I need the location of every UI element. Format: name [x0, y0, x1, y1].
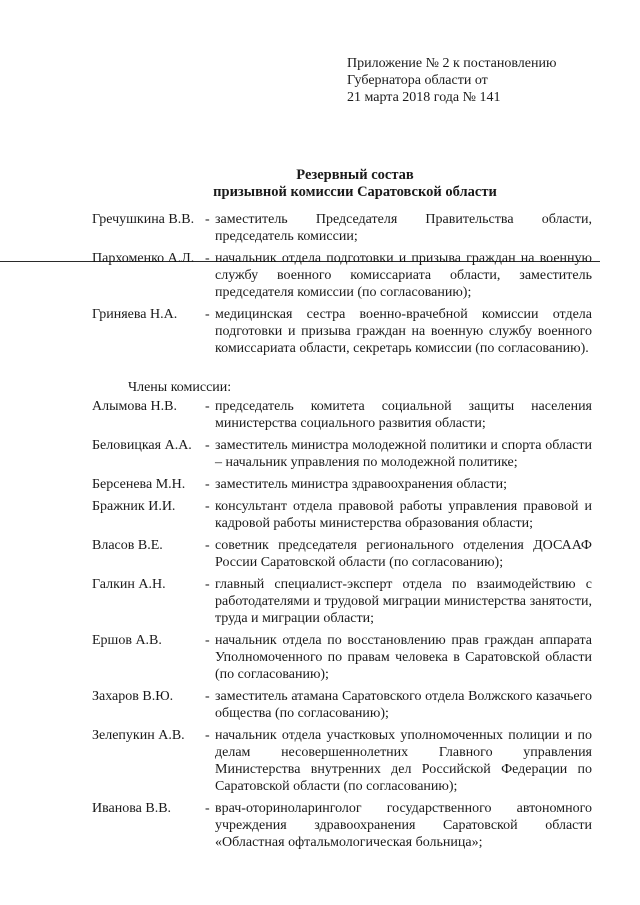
entry-description: главный специалист-эксперт отдела по взаимодействию с работодателями и трудовой миграции министерства занятости, труда и миграции области; — [215, 577, 592, 626]
entry-name: Алымова Н.В. — [92, 399, 177, 414]
entry-description: начальник отдела по восстановлению прав граждан аппарата Уполномоченного по правам человека в Саратовской области (по согласованию); — [215, 633, 592, 682]
entry-dash: - — [205, 307, 210, 322]
entry-dash: - — [205, 477, 210, 492]
entry-description: заместитель атамана Саратовского отдела Волжского казачьего общества (по согласованию); — [215, 689, 592, 721]
leadership-entry — [92, 250, 592, 301]
entry-name: Власов В.Е. — [92, 538, 163, 553]
entry-description: консультант отдела правовой работы управления правовой и кадровой работы министерства образования области; — [215, 499, 592, 531]
entry-name: Гриняева Н.А. — [92, 307, 178, 322]
member-entry — [92, 576, 592, 627]
appendix-line-3: 21 марта 2018 года № 141 — [347, 90, 501, 105]
appendix-header — [347, 55, 617, 106]
entry-description: советник председателя регионального отделения ДОСААФ России Саратовской области (по согласованию); — [215, 538, 592, 570]
entry-name: Пархоменко А.Л. — [92, 251, 195, 266]
entry-dash: - — [205, 801, 210, 816]
title-line-1: Резервный состав — [296, 167, 414, 183]
member-entry — [92, 537, 592, 571]
entry-dash: - — [205, 399, 210, 414]
title-line-2: призывной комиссии Саратовской области — [213, 184, 497, 200]
entry-description: медицинская сестра военно-врачебной комиссии отдела подготовки и призыва граждан на военную службу военного комиссариата области, секретарь комиссии (по согласованию). — [215, 307, 592, 356]
document-title — [0, 167, 640, 201]
entry-description: заместитель министра молодежной политики и спорта области – начальник управления по молодежной политике; — [215, 438, 592, 470]
commission-list — [92, 211, 592, 856]
entry-name: Ершов А.В. — [92, 633, 162, 648]
member-entry — [92, 437, 592, 471]
entry-dash: - — [205, 538, 210, 553]
entry-name: Иванова В.В. — [92, 801, 172, 816]
entry-name: Захаров В.Ю. — [92, 689, 174, 704]
entry-name: Бражник И.И. — [92, 499, 176, 514]
appendix-line-2: Губернатора области от — [347, 73, 488, 88]
entry-name: Берсенева М.Н. — [92, 477, 186, 492]
entry-dash: - — [205, 438, 210, 453]
entry-dash: - — [205, 689, 210, 704]
entry-name: Гречушкина В.В. — [92, 212, 195, 227]
entry-description: врач-оториноларинголог государственного автономного учреждения здравоохранения Саратовской области «Областная офтальмологическая больница»; — [215, 801, 592, 850]
entry-dash: - — [205, 728, 210, 743]
entry-description: начальник отдела участковых уполномоченных полиции и по делам несовершеннолетних Главного управления Министерства внутренних дел Российской Федерации по Саратовской области (по согласованию); — [215, 728, 592, 794]
entry-dash: - — [205, 633, 210, 648]
member-entry — [92, 498, 592, 532]
entry-dash: - — [205, 499, 210, 514]
member-entry — [92, 476, 592, 493]
member-entry — [92, 688, 592, 722]
entry-dash: - — [205, 251, 210, 266]
entry-name: Беловицкая А.А. — [92, 438, 192, 453]
entry-description: заместитель Председателя Правительства области, председатель комиссии; — [215, 212, 592, 244]
leadership-entry — [92, 306, 592, 357]
members-heading: Члены комиссии: — [128, 380, 232, 395]
member-entry — [92, 727, 592, 795]
entry-dash: - — [205, 212, 210, 227]
entry-name: Галкин А.Н. — [92, 577, 166, 592]
member-entry — [92, 632, 592, 683]
member-entry — [92, 398, 592, 432]
leadership-entry — [92, 211, 592, 245]
entry-description: председатель комитета социальной защиты населения министерства социального развития области; — [215, 399, 592, 431]
appendix-line-1: Приложение № 2 к постановлению — [347, 56, 557, 71]
member-entry — [92, 800, 592, 851]
entry-description: начальник отдела подготовки и призыва граждан на военную службу военного комиссариата области, заместитель председателя комиссии (по согласованию); — [215, 251, 592, 300]
entry-description: заместитель министра здравоохранения области; — [215, 477, 508, 492]
entry-dash: - — [205, 577, 210, 592]
entry-name: Зелепукин А.В. — [92, 728, 185, 743]
